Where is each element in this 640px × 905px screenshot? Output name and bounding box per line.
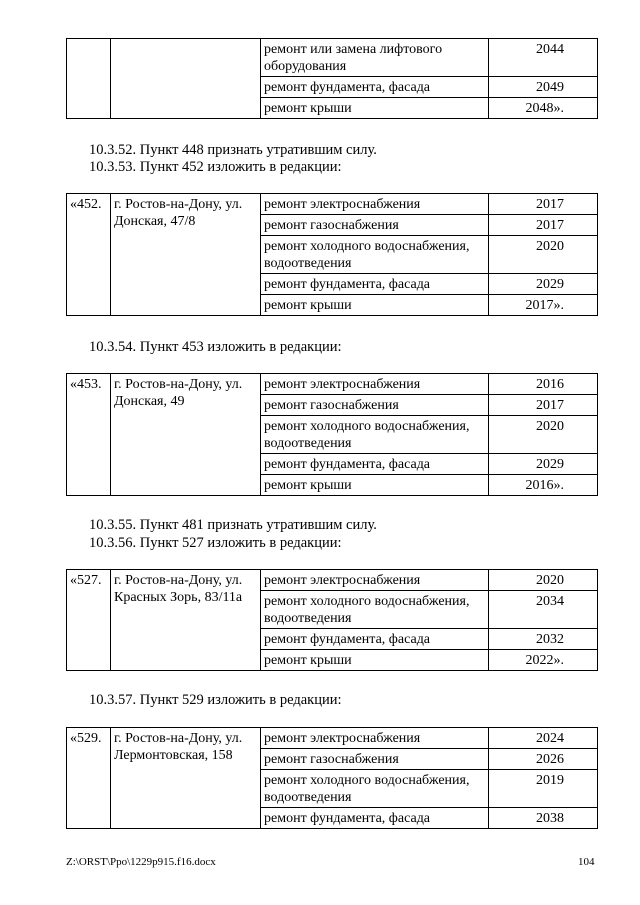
item-number-cell: «529.	[67, 728, 111, 829]
year-cell: 2022».	[489, 650, 598, 671]
year-cell: 2049	[489, 77, 598, 98]
item-number-cell: «452.	[67, 194, 111, 316]
work-cell: ремонт газоснабжения	[261, 215, 489, 236]
work-cell: ремонт газоснабжения	[261, 749, 489, 770]
year-cell: 2032	[489, 629, 598, 650]
work-cell: ремонт газоснабжения	[261, 395, 489, 416]
year-cell: 2020	[489, 570, 598, 591]
table-continuation	[66, 38, 598, 119]
year-cell: 2026	[489, 749, 598, 770]
work-cell: ремонт крыши	[261, 475, 489, 496]
paragraph-10-3-52: 10.3.52. Пункт 448 признать утратившим силу.	[89, 142, 377, 158]
work-cell: ремонт фундамента, фасада	[261, 454, 489, 475]
footer-file-path: Z:\ORST\Ppo\1229p915.f16.docx	[66, 856, 216, 868]
work-cell: ремонт фундамента, фасада	[261, 77, 489, 98]
item-number-cell	[67, 39, 111, 119]
address-cell: г. Ростов-на-Дону, ул. Донская, 49	[111, 374, 261, 496]
table-item-529	[66, 727, 598, 829]
year-cell: 2020	[489, 236, 598, 274]
address-cell: г. Ростов-на-Дону, ул. Лермонтовская, 158	[111, 728, 261, 829]
year-cell: 2038	[489, 808, 598, 829]
paragraph-10-3-55: 10.3.55. Пункт 481 признать утратившим силу.	[89, 517, 377, 533]
year-cell: 2044	[489, 39, 598, 77]
paragraph-10-3-56: 10.3.56. Пункт 527 изложить в редакции:	[89, 535, 342, 551]
table-row	[67, 728, 598, 749]
table-item-452	[66, 193, 598, 316]
item-number-cell: «527.	[67, 570, 111, 671]
year-cell: 2029	[489, 454, 598, 475]
year-cell: 2020	[489, 416, 598, 454]
work-cell: ремонт электроснабжения	[261, 570, 489, 591]
paragraph-10-3-57: 10.3.57. Пункт 529 изложить в редакции:	[89, 692, 342, 708]
year-cell: 2017	[489, 194, 598, 215]
table-item-453	[66, 373, 598, 496]
work-cell: ремонт электроснабжения	[261, 728, 489, 749]
work-cell: ремонт фундамента, фасада	[261, 274, 489, 295]
year-cell: 2019	[489, 770, 598, 808]
year-cell: 2016».	[489, 475, 598, 496]
table-item-527	[66, 569, 598, 671]
address-cell	[111, 39, 261, 119]
table-row	[67, 39, 598, 77]
work-cell: ремонт крыши	[261, 98, 489, 119]
address-cell: г. Ростов-на-Дону, ул. Донская, 47/8	[111, 194, 261, 316]
work-cell: ремонт холодного водоснабжения, водоотведения	[261, 591, 489, 629]
item-number-cell: «453.	[67, 374, 111, 496]
work-cell: ремонт электроснабжения	[261, 194, 489, 215]
work-cell: ремонт холодного водоснабжения, водоотведения	[261, 770, 489, 808]
work-cell: ремонт холодного водоснабжения, водоотведения	[261, 416, 489, 454]
address-cell: г. Ростов-на-Дону, ул. Красных Зорь, 83/11а	[111, 570, 261, 671]
year-cell: 2016	[489, 374, 598, 395]
year-cell: 2029	[489, 274, 598, 295]
year-cell: 2024	[489, 728, 598, 749]
work-cell: ремонт крыши	[261, 650, 489, 671]
year-cell: 2048».	[489, 98, 598, 119]
table-row	[67, 570, 598, 591]
work-cell: ремонт фундамента, фасада	[261, 808, 489, 829]
table-row	[67, 194, 598, 215]
table-row	[67, 374, 598, 395]
year-cell: 2017».	[489, 295, 598, 316]
year-cell: 2017	[489, 395, 598, 416]
work-cell: ремонт крыши	[261, 295, 489, 316]
year-cell: 2017	[489, 215, 598, 236]
work-cell: ремонт холодного водоснабжения, водоотведения	[261, 236, 489, 274]
work-cell: ремонт фундамента, фасада	[261, 629, 489, 650]
footer-page-number: 104	[578, 856, 595, 868]
year-cell: 2034	[489, 591, 598, 629]
work-cell: ремонт или замена лифтового оборудования	[261, 39, 489, 77]
work-cell: ремонт электроснабжения	[261, 374, 489, 395]
paragraph-10-3-54: 10.3.54. Пункт 453 изложить в редакции:	[89, 339, 342, 355]
paragraph-10-3-53: 10.3.53. Пункт 452 изложить в редакции:	[89, 159, 342, 175]
